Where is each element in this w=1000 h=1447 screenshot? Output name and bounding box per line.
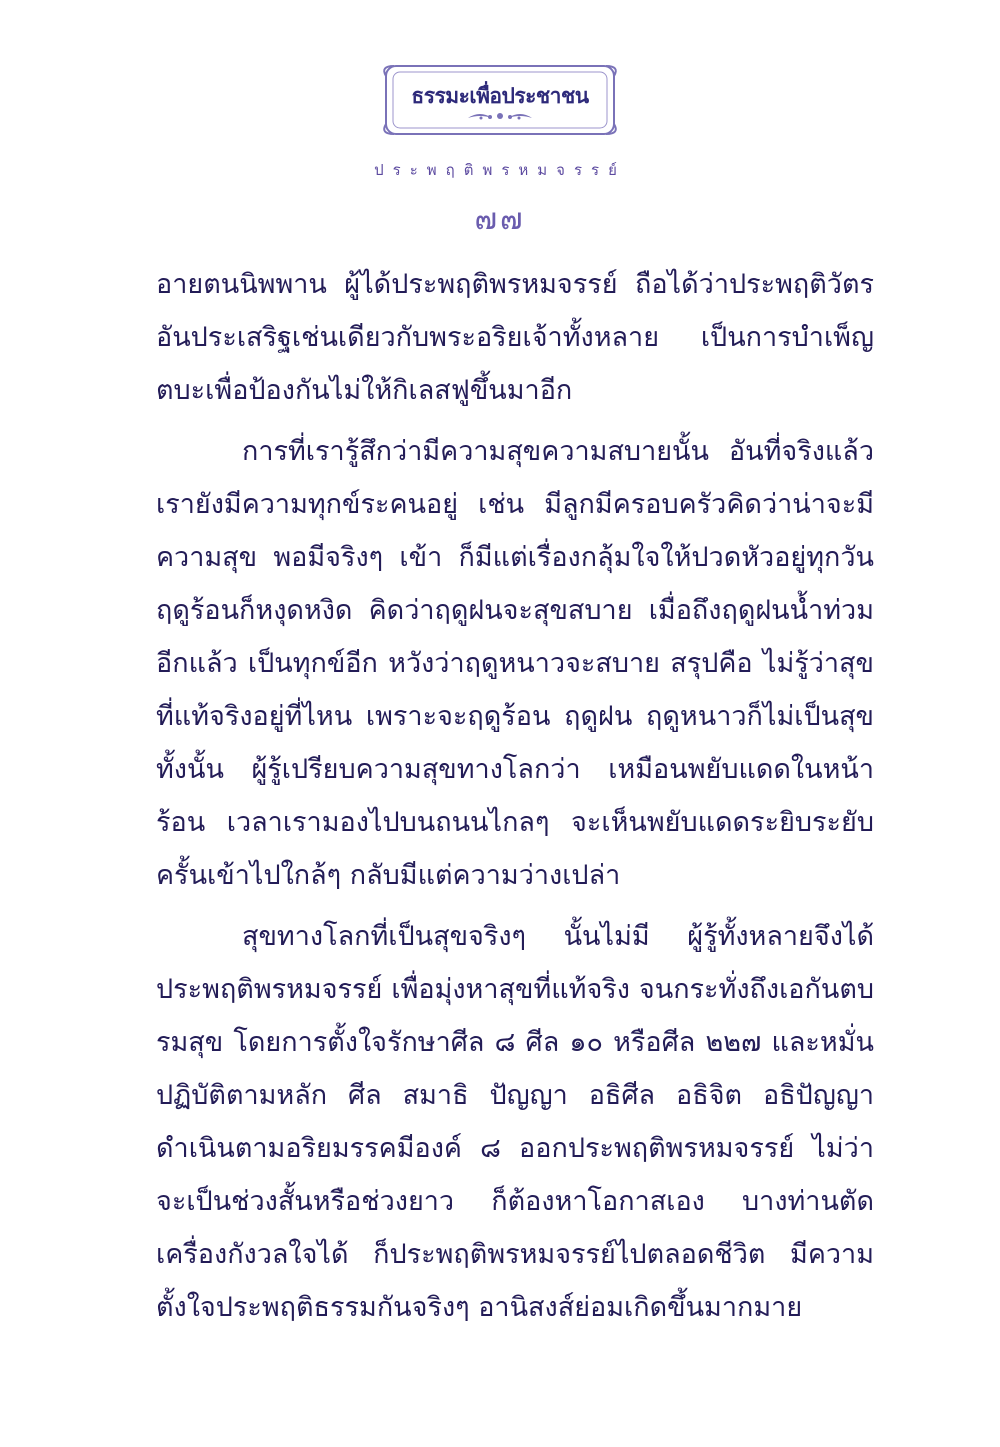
page-number: ๗๗ <box>474 202 526 237</box>
logo <box>380 62 620 148</box>
paragraph: การที่เรารู้สึกว่ามีความสุขความสบายนั้น อันที่จริงแล้วเรายังมีความทุกข์ระคนอยู่ เช่น มีลูกมีครอบครัวคิดว่าน่าจะมีความสุข พอมีจริงๆ เข้า ก็มีแต่เรื่องกลุ้มใจให้ปวดหัวอยู่ทุกวัน ฤดูร้อนก็หงุดหงิด คิดว่าฤดูฝนจะสุขสบาย เมื่อถึงฤดูฝนน้ำท่วมอีกแล้ว เป็นทุกข์อีก หวังว่าฤดูหนาวจะสบาย สรุปคือ ไม่รู้ว่าสุขที่แท้จริงอยู่ที่ไหน เพราะจะฤดูร้อน ฤดูฝน ฤดูหนาวก็ไม่เป็นสุขทั้งนั้น ผู้รู้เปรียบความสุขทางโลกว่า เหมือนพยับแดดในหน้าร้อน เวลาเรามองไปบนถนนไกลๆ จะเห็นพยับแดดระยิบระยับ ครั้นเข้าไปใกล้ๆ กลับมีแต่ความว่างเปล่า <box>156 436 874 891</box>
running-title: ประพฤติพรหมจรรย์ <box>374 161 626 179</box>
paragraph: อายตนนิพพาน ผู้ได้ประพฤติพรหมจรรย์ ถือได้ว่าประพฤติวัตรอันประเสริฐเช่นเดียวกับพระอริยเจ้าทั้งหลาย เป็นการบำเพ็ญตบะเพื่อป้องกันไม่ให้กิเลสฟูขึ้นมาอีก <box>156 269 874 406</box>
logo-text: ธรรมะเพื่อประชาชน <box>411 84 589 108</box>
body-text <box>156 258 874 1342</box>
paragraph: สุขทางโลกที่เป็นสุขจริงๆ นั้นไม่มี ผู้รู้ทั้งหลายจึงได้ประพฤติพรหมจรรย์ เพื่อมุ่งหาสุขที่แท้จริง จนกระทั่งถึงเอกันตบรมสุข โดยการตั้งใจรักษาศีล ๘ ศีล ๑๐ หรือศีล ๒๒๗ และหมั่นปฏิบัติตามหลัก ศีล สมาธิ ปัญญา อธิศีล อธิจิต อธิปัญญา ดำเนินตามอริยมรรคมีองค์ ๘ ออกประพฤติพรหมจรรย์ ไม่ว่าจะเป็นช่วงสั้นหรือช่วงยาว ก็ต้องหาโอกาสเอง บางท่านตัดเครื่องกังวลใจได้ ก็ประพฤติพรหมจรรย์ไปตลอดชีวิต มีความตั้งใจประพฤติธรรมกันจริงๆ อานิสงส์ย่อมเกิดขึ้นมากมาย <box>156 921 874 1323</box>
page-header <box>0 62 1000 243</box>
